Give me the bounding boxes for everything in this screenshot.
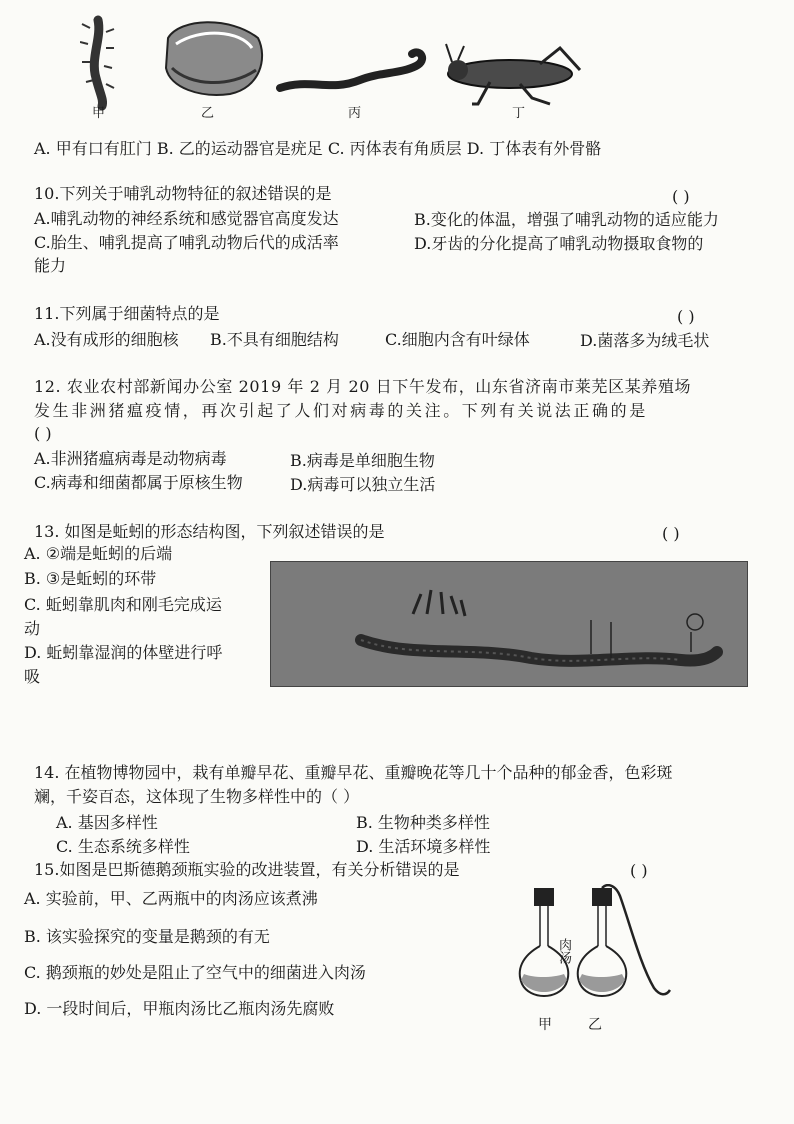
q15-option-b: B. 该实验探究的变量是鹅颈的有无 bbox=[24, 927, 270, 946]
q15-option-c: C. 鹅颈瓶的妙处是阻止了空气中的细菌进入肉汤 bbox=[24, 963, 366, 982]
flask-apparatus-figure bbox=[512, 884, 682, 1024]
q11-option-c: C.细胞内含有叶绿体 bbox=[385, 330, 530, 349]
flask-yi bbox=[578, 885, 670, 996]
q12-option-a: A.非洲猪瘟病毒是动物病毒 bbox=[34, 449, 227, 468]
q10-option-c: C.胎生、哺乳提高了哺乳动物后代的成活率 bbox=[34, 233, 339, 252]
q9-options: A. 甲有口有肛门 B. 乙的运动器官是疣足 C. 丙体表有角质层 D. 丁体表有外骨骼 bbox=[34, 139, 602, 158]
q15-option-d: D. 一段时间后，甲瓶肉汤比乙瓶肉汤先腐败 bbox=[24, 999, 335, 1018]
earthworm-illustration bbox=[271, 562, 747, 686]
q12-option-c: C.病毒和细菌都属于原核生物 bbox=[34, 473, 243, 492]
fig-label-soup: 肉汤 bbox=[556, 938, 571, 964]
earthworm-photo bbox=[270, 561, 748, 687]
q12-answer-paren[interactable]: ( ) bbox=[34, 424, 52, 443]
animal-bing-illustration bbox=[280, 52, 422, 88]
q15-option-a: A. 实验前，甲、乙两瓶中的肉汤应该煮沸 bbox=[24, 889, 318, 908]
q13-option-b: B. ③是蚯蚓的环带 bbox=[24, 569, 157, 588]
q12-stem-line2: 发生非洲猪瘟疫情，再次引起了人们对病毒的关注。下列有关说法正确的是 bbox=[34, 401, 648, 420]
animal-yi-illustration bbox=[166, 22, 262, 95]
q13-option-d-cont: 吸 bbox=[24, 667, 41, 686]
q14-stem-line1: 14. 在植物博物园中，栽有单瓣早花、重瓣早花、重瓣晚花等几十个品种的郁金香，色彩斑 bbox=[34, 763, 673, 782]
animal-jia-illustration bbox=[80, 20, 114, 106]
q11-option-b: B.不具有细胞结构 bbox=[210, 330, 339, 349]
q13-stem: 13. 如图是蚯蚓的形态结构图，下列叙述错误的是 bbox=[34, 522, 385, 541]
q14-option-a: A. 基因多样性 bbox=[56, 813, 158, 832]
q10-option-b: B.变化的体温，增强了哺乳动物的适应能力 bbox=[414, 210, 719, 229]
q13-option-c: C. 蚯蚓靠肌肉和刚毛完成运 bbox=[24, 595, 222, 614]
q13-option-c-cont: 动 bbox=[24, 619, 41, 638]
q13-answer-paren[interactable]: ( ) bbox=[662, 524, 680, 543]
q14-option-b: B. 生物种类多样性 bbox=[356, 813, 490, 832]
q10-option-d-cont: 能力 bbox=[34, 256, 67, 275]
q14-option-d: D. 生活环境多样性 bbox=[356, 837, 491, 856]
q12-option-d: D.病毒可以独立生活 bbox=[290, 475, 436, 494]
q12-option-b: B.病毒是单细胞生物 bbox=[290, 451, 435, 470]
label-jia: 甲 bbox=[92, 106, 106, 121]
q15-answer-paren[interactable]: ( ) bbox=[630, 861, 648, 880]
q10-option-d: D.牙齿的分化提高了哺乳动物摄取食物的 bbox=[414, 234, 704, 253]
q13-option-d: D. 蚯蚓靠湿润的体壁进行呼 bbox=[24, 643, 223, 662]
fig-label-jia: 甲 bbox=[538, 1017, 552, 1033]
q13-option-a: A. ②端是蚯蚓的后端 bbox=[24, 544, 173, 563]
fig-label-yi: 乙 bbox=[588, 1017, 602, 1033]
q11-answer-paren[interactable]: ( ) bbox=[677, 307, 695, 326]
q11-option-a: A.没有成形的细胞核 bbox=[34, 330, 179, 349]
q14-stem-line2: 斓，千姿百态，这体现了生物多样性中的（ ） bbox=[34, 787, 360, 806]
q14-option-c: C. 生态系统多样性 bbox=[56, 837, 190, 856]
animal-ding-illustration bbox=[446, 44, 580, 104]
q12-stem-line1: 12. 农业农村部新闻办公室 2019 年 2 月 20 日下午发布，山东省济南市莱芜区某养殖场 bbox=[34, 377, 692, 396]
q11-option-d: D.菌落多为绒毛状 bbox=[580, 331, 710, 350]
q10-answer-paren[interactable]: ( ) bbox=[672, 187, 690, 206]
label-ding: 丁 bbox=[512, 106, 526, 121]
q15-stem: 15.如图是巴斯德鹅颈瓶实验的改进装置，有关分析错误的是 bbox=[34, 860, 460, 879]
q11-stem: 11.下列属于细菌特点的是 bbox=[34, 304, 220, 323]
label-bing: 丙 bbox=[348, 106, 362, 121]
label-yi: 乙 bbox=[201, 106, 215, 121]
q10-stem: 10.下列关于哺乳动物特征的叙述错误的是 bbox=[34, 184, 332, 203]
q10-option-a: A.哺乳动物的神经系统和感觉器官高度发达 bbox=[34, 209, 339, 228]
